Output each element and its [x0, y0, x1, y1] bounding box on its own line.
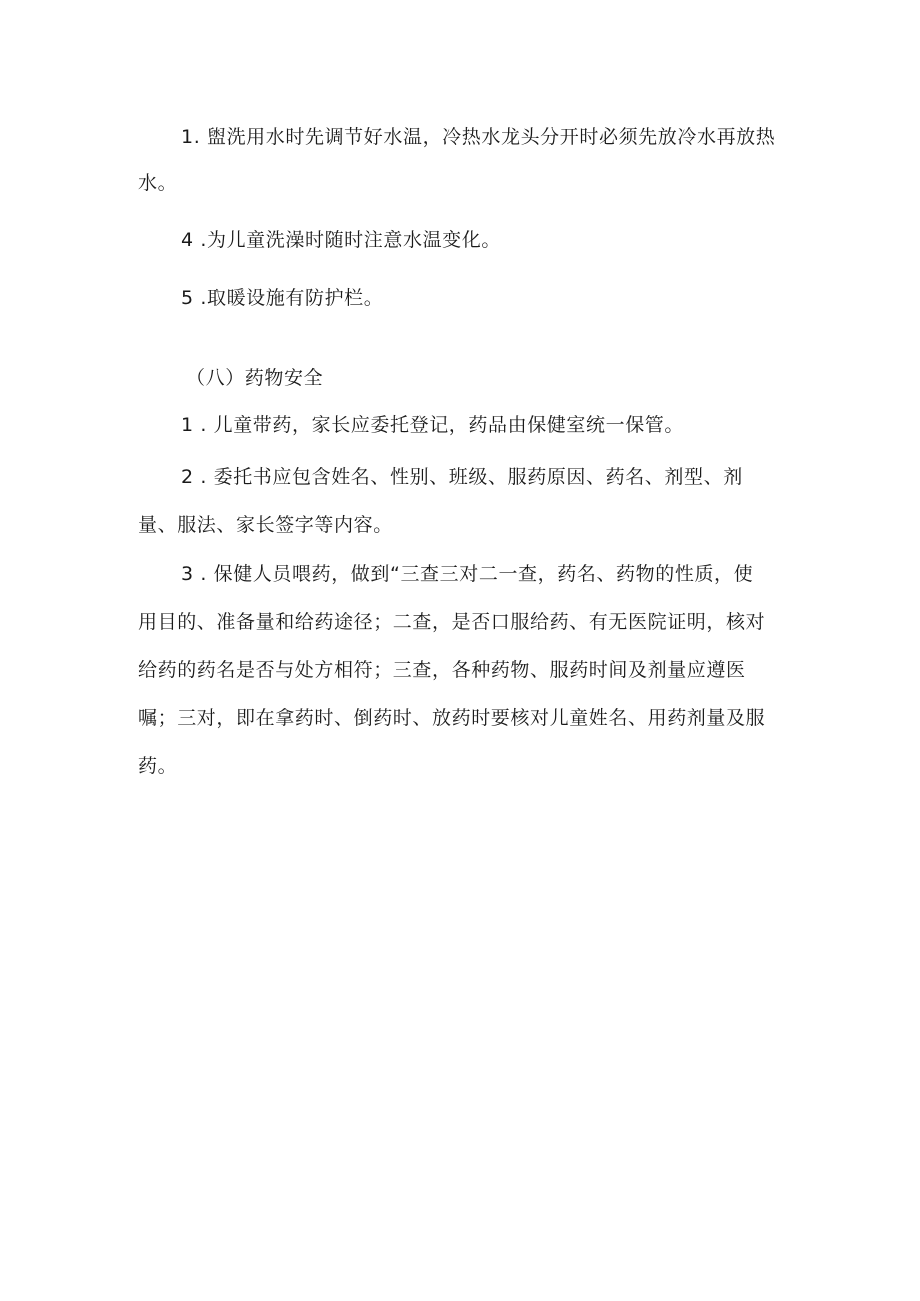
medicine-item-3-line-1: 3 . 保健人员喂药，做到“三查三对二一查，药名、药物的性质，使	[181, 563, 754, 585]
medicine-item-3-line-5: 药。	[138, 755, 178, 777]
item-5: 5 .取暖设施有防护栏。	[181, 287, 384, 309]
medicine-item-2-line-2: 量、服法、家长签字等内容。	[138, 514, 393, 536]
item-1-line-2: 水。	[138, 172, 178, 194]
medicine-item-1: 1 . 儿童带药，家长应委托登记，药品由保健室统一保管。	[181, 414, 685, 436]
section-heading: （八）药物安全	[186, 367, 324, 389]
item-1-line-1: 1. 盥洗用水时先调节好水温，冷热水龙头分开时必须先放冷水再放热	[181, 126, 776, 148]
medicine-item-3-line-4: 嘱；三对，即在拿药时、倒药时、放药时要核对儿童姓名、用药剂量及服	[138, 707, 766, 729]
item-4: 4 .为儿童洗澡时随时注意水温变化。	[181, 229, 501, 251]
medicine-item-3-line-2: 用目的、准备量和给药途径；二查，是否口服给药、有无医院证明，核对	[138, 611, 766, 633]
medicine-item-2-line-1: 2 . 委托书应包含姓名、性别、班级、服药原因、药名、剂型、剂	[181, 466, 743, 488]
medicine-item-3-line-3: 给药的药名是否与处方相符；三查，各种药物、服药时间及剂量应遵医	[138, 659, 746, 681]
